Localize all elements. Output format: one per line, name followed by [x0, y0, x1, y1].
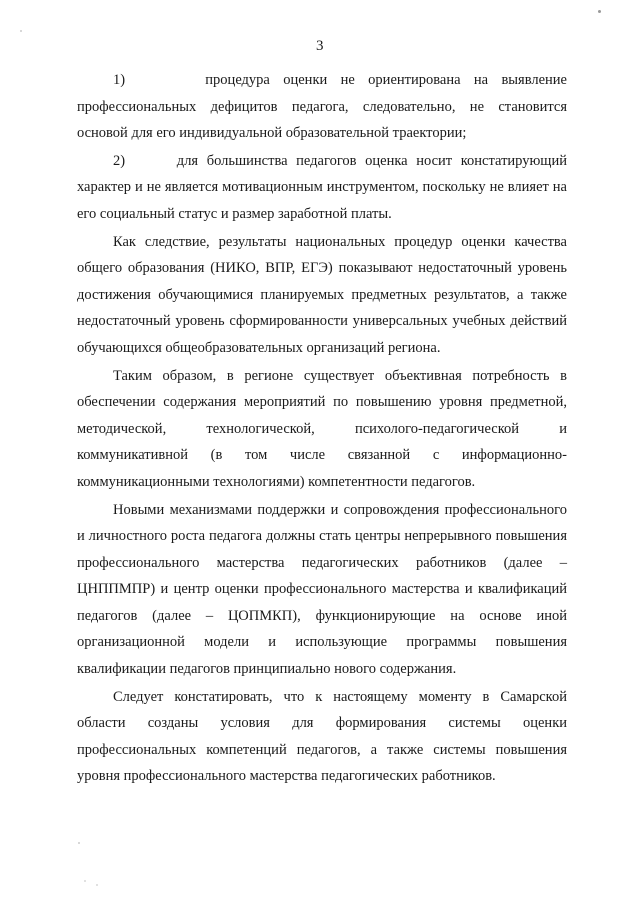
document-body [77, 67, 567, 790]
paragraph-consequence: Как следствие, результаты национальных процедур оценки качества общего образования (НИКО, ВПР, ЕГЭ) показывают недостаточный уровень достижения обучающимися планируемых предметных результатов, а также недостаточный уровень сформированности универсальных учебных действий обучающихся общеобразовательных организаций региона. [77, 233, 567, 356]
paragraph-list-item-2: 2) для большинства педагогов оценка носит констатирующий характер и не является мотивационным инструментом, поскольку не влияет на его социальный статус и размер заработной платы. [77, 152, 567, 222]
paragraph-mechanisms: Новыми механизмами поддержки и сопровождения профессионального и личностного роста педагога должны стать центры непрерывного повышения профессионального мастерства педагогических работников (далее – ЦНППМПР) и центр оценки профессионального мастерства и квалификаций педагогов (далее – ЦОПМКП), функционирующие на основе иной организационной модели и использующие программы повышения квалификации педагогов принципиально нового содержания. [77, 501, 567, 678]
page-number: 3 [316, 38, 324, 54]
paragraph-need: Таким образом, в регионе существует объективная потребность в обеспечении содержания мероприятий по повышению уровня предметной, методической, технологической, психолого-педагогической и коммуникативной (в том числе связанной с информационно-коммуникационными технологиями) компетентности педагогов. [77, 367, 567, 490]
paragraph-conclusion: Следует констатировать, что к настоящему моменту в Самарской области созданы условия для формирования системы оценки профессиональных компетенций педагогов, а также системы повышения уровня профессионального мастерства педагогических работников. [77, 688, 567, 785]
paragraph-list-item-1: 1) процедура оценки не ориентирована на выявление профессиональных дефицитов педагога, следовательно, не становится основой для его индивидуальной образовательной траектории; [77, 72, 567, 142]
scan-artifact [96, 884, 98, 886]
scan-artifact [84, 880, 86, 882]
scan-artifact [598, 10, 601, 13]
scan-artifact [78, 842, 80, 844]
scan-artifact [20, 30, 22, 32]
